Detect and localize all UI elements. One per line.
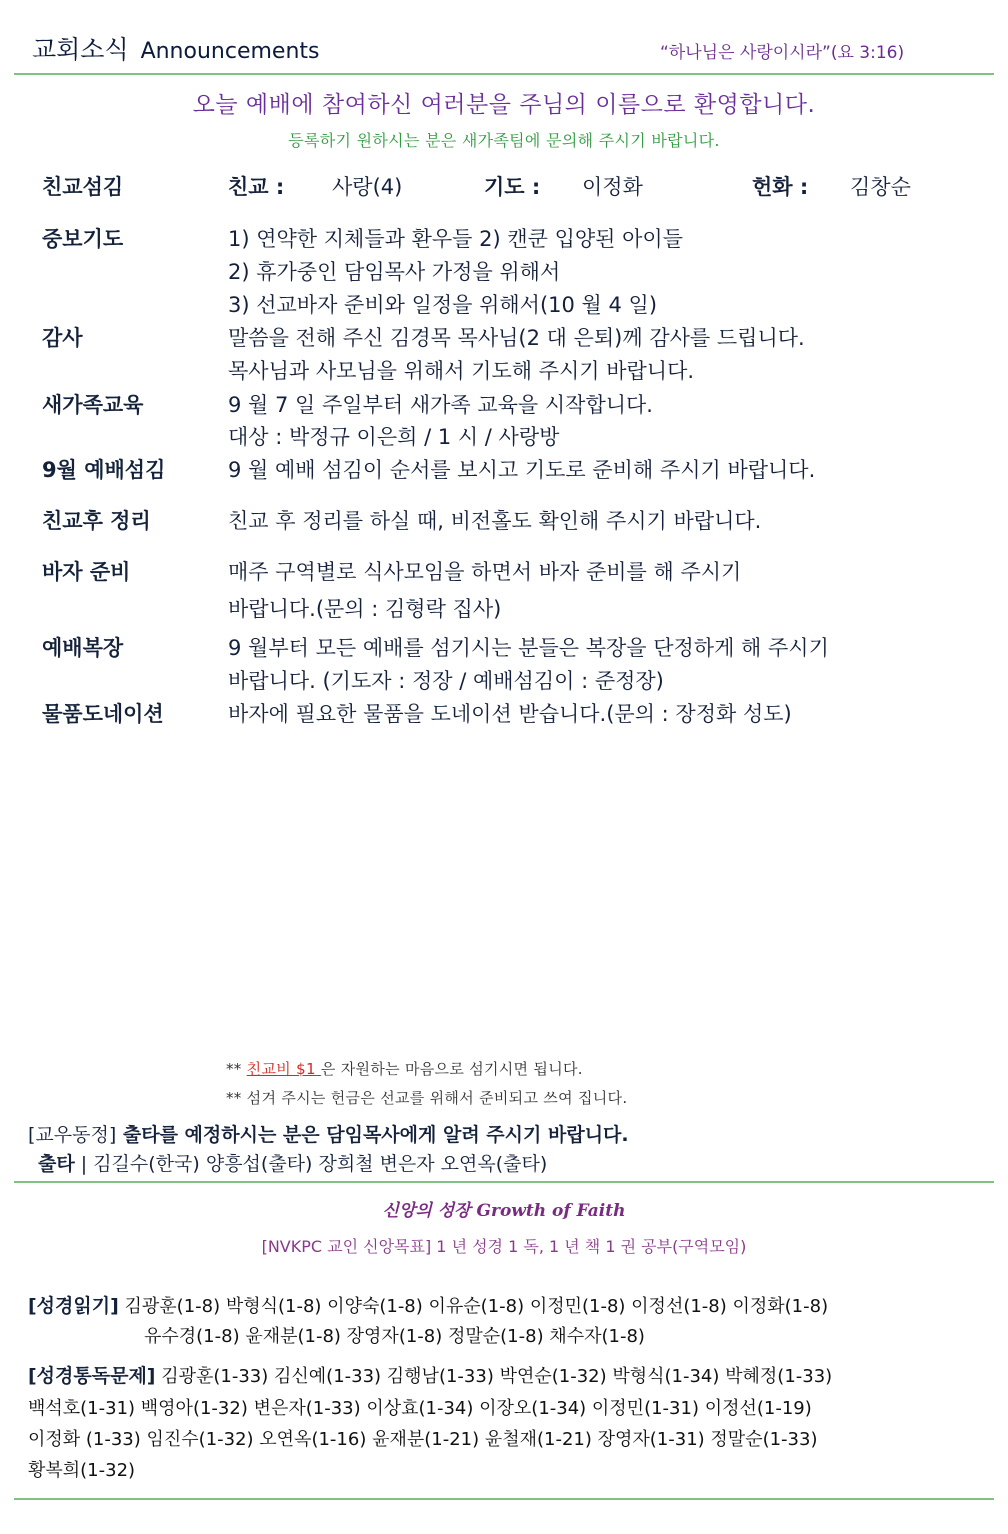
dress-code-label: 예배복장 xyxy=(42,636,124,660)
growth-title: 신앙의 성장 Growth of Faith xyxy=(382,1201,626,1221)
page-title-en: Announcements xyxy=(140,39,320,64)
fellowship-fee: 친교비 $1 xyxy=(246,1060,321,1078)
bible-reading-heading: [성경읽기] xyxy=(28,1295,119,1317)
thanks-label: 감사 xyxy=(42,326,83,350)
worship-service-line: 9 월 예배 섬김이 순서를 보시고 기도로 준비해 주시기 바랍니다. xyxy=(228,458,816,482)
fellowship-value: 사랑(4) xyxy=(332,175,403,199)
newcomer-line: 대상 : 박정규 이은희 / 1 시 / 사랑방 xyxy=(228,425,560,449)
note-rest: 은 자원하는 마음으로 섬기시면 됩니다. xyxy=(320,1060,583,1078)
bazaar-line: 매주 구역별로 식사모임을 하면서 바자 준비를 해 주시기 xyxy=(228,560,742,584)
dress-code-line: 바랍니다. (기도자 : 정장 / 예배섬김이 : 준정장) xyxy=(228,669,664,693)
bible-reading-names: 김광훈(1-8) 박형식(1-8) 이양숙(1-8) 이유순(1-8) 이정민(1-8) 이정선(1-8) 이정화(1-8) xyxy=(118,1296,829,1317)
worship-service-label: 9월 예배섬김 xyxy=(42,458,166,482)
bible-quiz-line xyxy=(28,1361,832,1388)
footer-divider xyxy=(14,1498,994,1500)
header-verse: “하나님은 사랑이시라”(요 3:16) xyxy=(660,43,905,63)
cleanup-line: 친교 후 정리를 하실 때, 비전홀도 확인해 주시기 바랍니다. xyxy=(228,509,762,533)
bible-quiz-names: 김광훈(1-33) 김신예(1-33) 김행남(1-33) 박연순(1-32) 박형식(1-34) 박혜정(1-33) xyxy=(155,1366,833,1387)
thanks-line: 말씀을 전해 주신 김경목 목사님(2 대 은퇴)께 감사를 드립니다. xyxy=(228,326,805,350)
prayer-value: 이정화 xyxy=(582,175,643,199)
note-prefix: ** xyxy=(226,1060,247,1078)
mission-note: ** 섬겨 주시는 헌금은 선교를 위해서 준비되고 쓰여 집니다. xyxy=(226,1089,628,1107)
thanks-line: 목사님과 사모님을 위해서 기도해 주시기 바랍니다. xyxy=(228,359,695,383)
offering-note xyxy=(226,1058,583,1079)
travel-label: 출타 xyxy=(38,1153,75,1175)
flower-value: 김창순 xyxy=(850,175,911,199)
travel-line xyxy=(38,1149,547,1176)
service-label: 친교섬김 xyxy=(42,175,124,199)
member-news-tag: [교우동정] xyxy=(28,1124,117,1146)
flower-label: 헌화 : xyxy=(752,175,809,199)
bible-reading-line xyxy=(28,1291,828,1318)
donation-label: 물품도네이션 xyxy=(42,702,164,726)
donation-line: 바자에 필요한 물품을 도네이션 받습니다.(문의 : 장정화 성도) xyxy=(228,702,792,726)
bible-quiz-names: 황복희(1-32) xyxy=(28,1460,136,1481)
bazaar-line: 바랍니다.(문의 : 김형락 집사) xyxy=(228,597,502,621)
intercession-label: 중보기도 xyxy=(42,227,124,251)
welcome-message: 오늘 예배에 참여하신 여러분을 주님의 이름으로 환영합니다. xyxy=(192,92,816,118)
section-divider xyxy=(14,1181,994,1183)
fellowship-label: 친교 : xyxy=(228,175,285,199)
cleanup-label: 친교후 정리 xyxy=(42,509,151,533)
travel-names: 김길수(한국) 양흥섭(출타) 장희철 변은자 오연옥(출타) xyxy=(93,1153,548,1175)
intercession-line: 2) 휴가중인 담임목사 가정을 위해서 xyxy=(228,260,561,284)
bible-reading-names: 유수경(1-8) 윤재분(1-8) 장영자(1-8) 정말순(1-8) 채수자(1-8) xyxy=(144,1326,645,1347)
page-title xyxy=(32,30,319,66)
dress-code-line: 9 월부터 모든 예배를 섬기시는 분들은 복장을 단정하게 해 주시기 xyxy=(228,636,829,660)
welcome-subtext: 등록하기 원하시는 분은 새가족팀에 문의해 주시기 바랍니다. xyxy=(288,131,720,150)
bible-quiz-heading: [성경통독문제] xyxy=(28,1365,156,1387)
bible-quiz-names: 이정화 (1-33) 임진수(1-32) 오연옥(1-16) 윤재분(1-21) 윤철재(1-21) 장영자(1-31) 정말순(1-33) xyxy=(28,1429,818,1450)
travel-separator: | xyxy=(74,1153,94,1175)
bazaar-label: 바자 준비 xyxy=(42,560,131,584)
prayer-label: 기도 : xyxy=(484,175,541,199)
bible-quiz-names: 백석호(1-31) 백영아(1-32) 변은자(1-33) 이상효(1-34) 이장오(1-34) 이정민(1-31) 이정선(1-19) xyxy=(28,1398,812,1419)
page-title-ko: 교회소식 xyxy=(32,35,129,64)
member-news-heading xyxy=(28,1120,629,1147)
member-news-text: 출타를 예정하시는 분은 담임목사에게 알려 주시기 바랍니다. xyxy=(116,1124,629,1146)
newcomer-label: 새가족교육 xyxy=(42,393,144,417)
faith-goal: [NVKPC 교인 신앙목표] 1 년 성경 1 독, 1 년 책 1 권 공부(구역모임) xyxy=(261,1237,747,1256)
intercession-line: 3) 선교바자 준비와 일정을 위해서(10 월 4 일) xyxy=(228,293,658,317)
header-divider xyxy=(14,73,994,75)
newcomer-line: 9 월 7 일 주일부터 새가족 교육을 시작합니다. xyxy=(228,393,653,417)
intercession-line: 1) 연약한 지체들과 환우들 2) 캔쿤 입양된 아이들 xyxy=(228,227,683,251)
